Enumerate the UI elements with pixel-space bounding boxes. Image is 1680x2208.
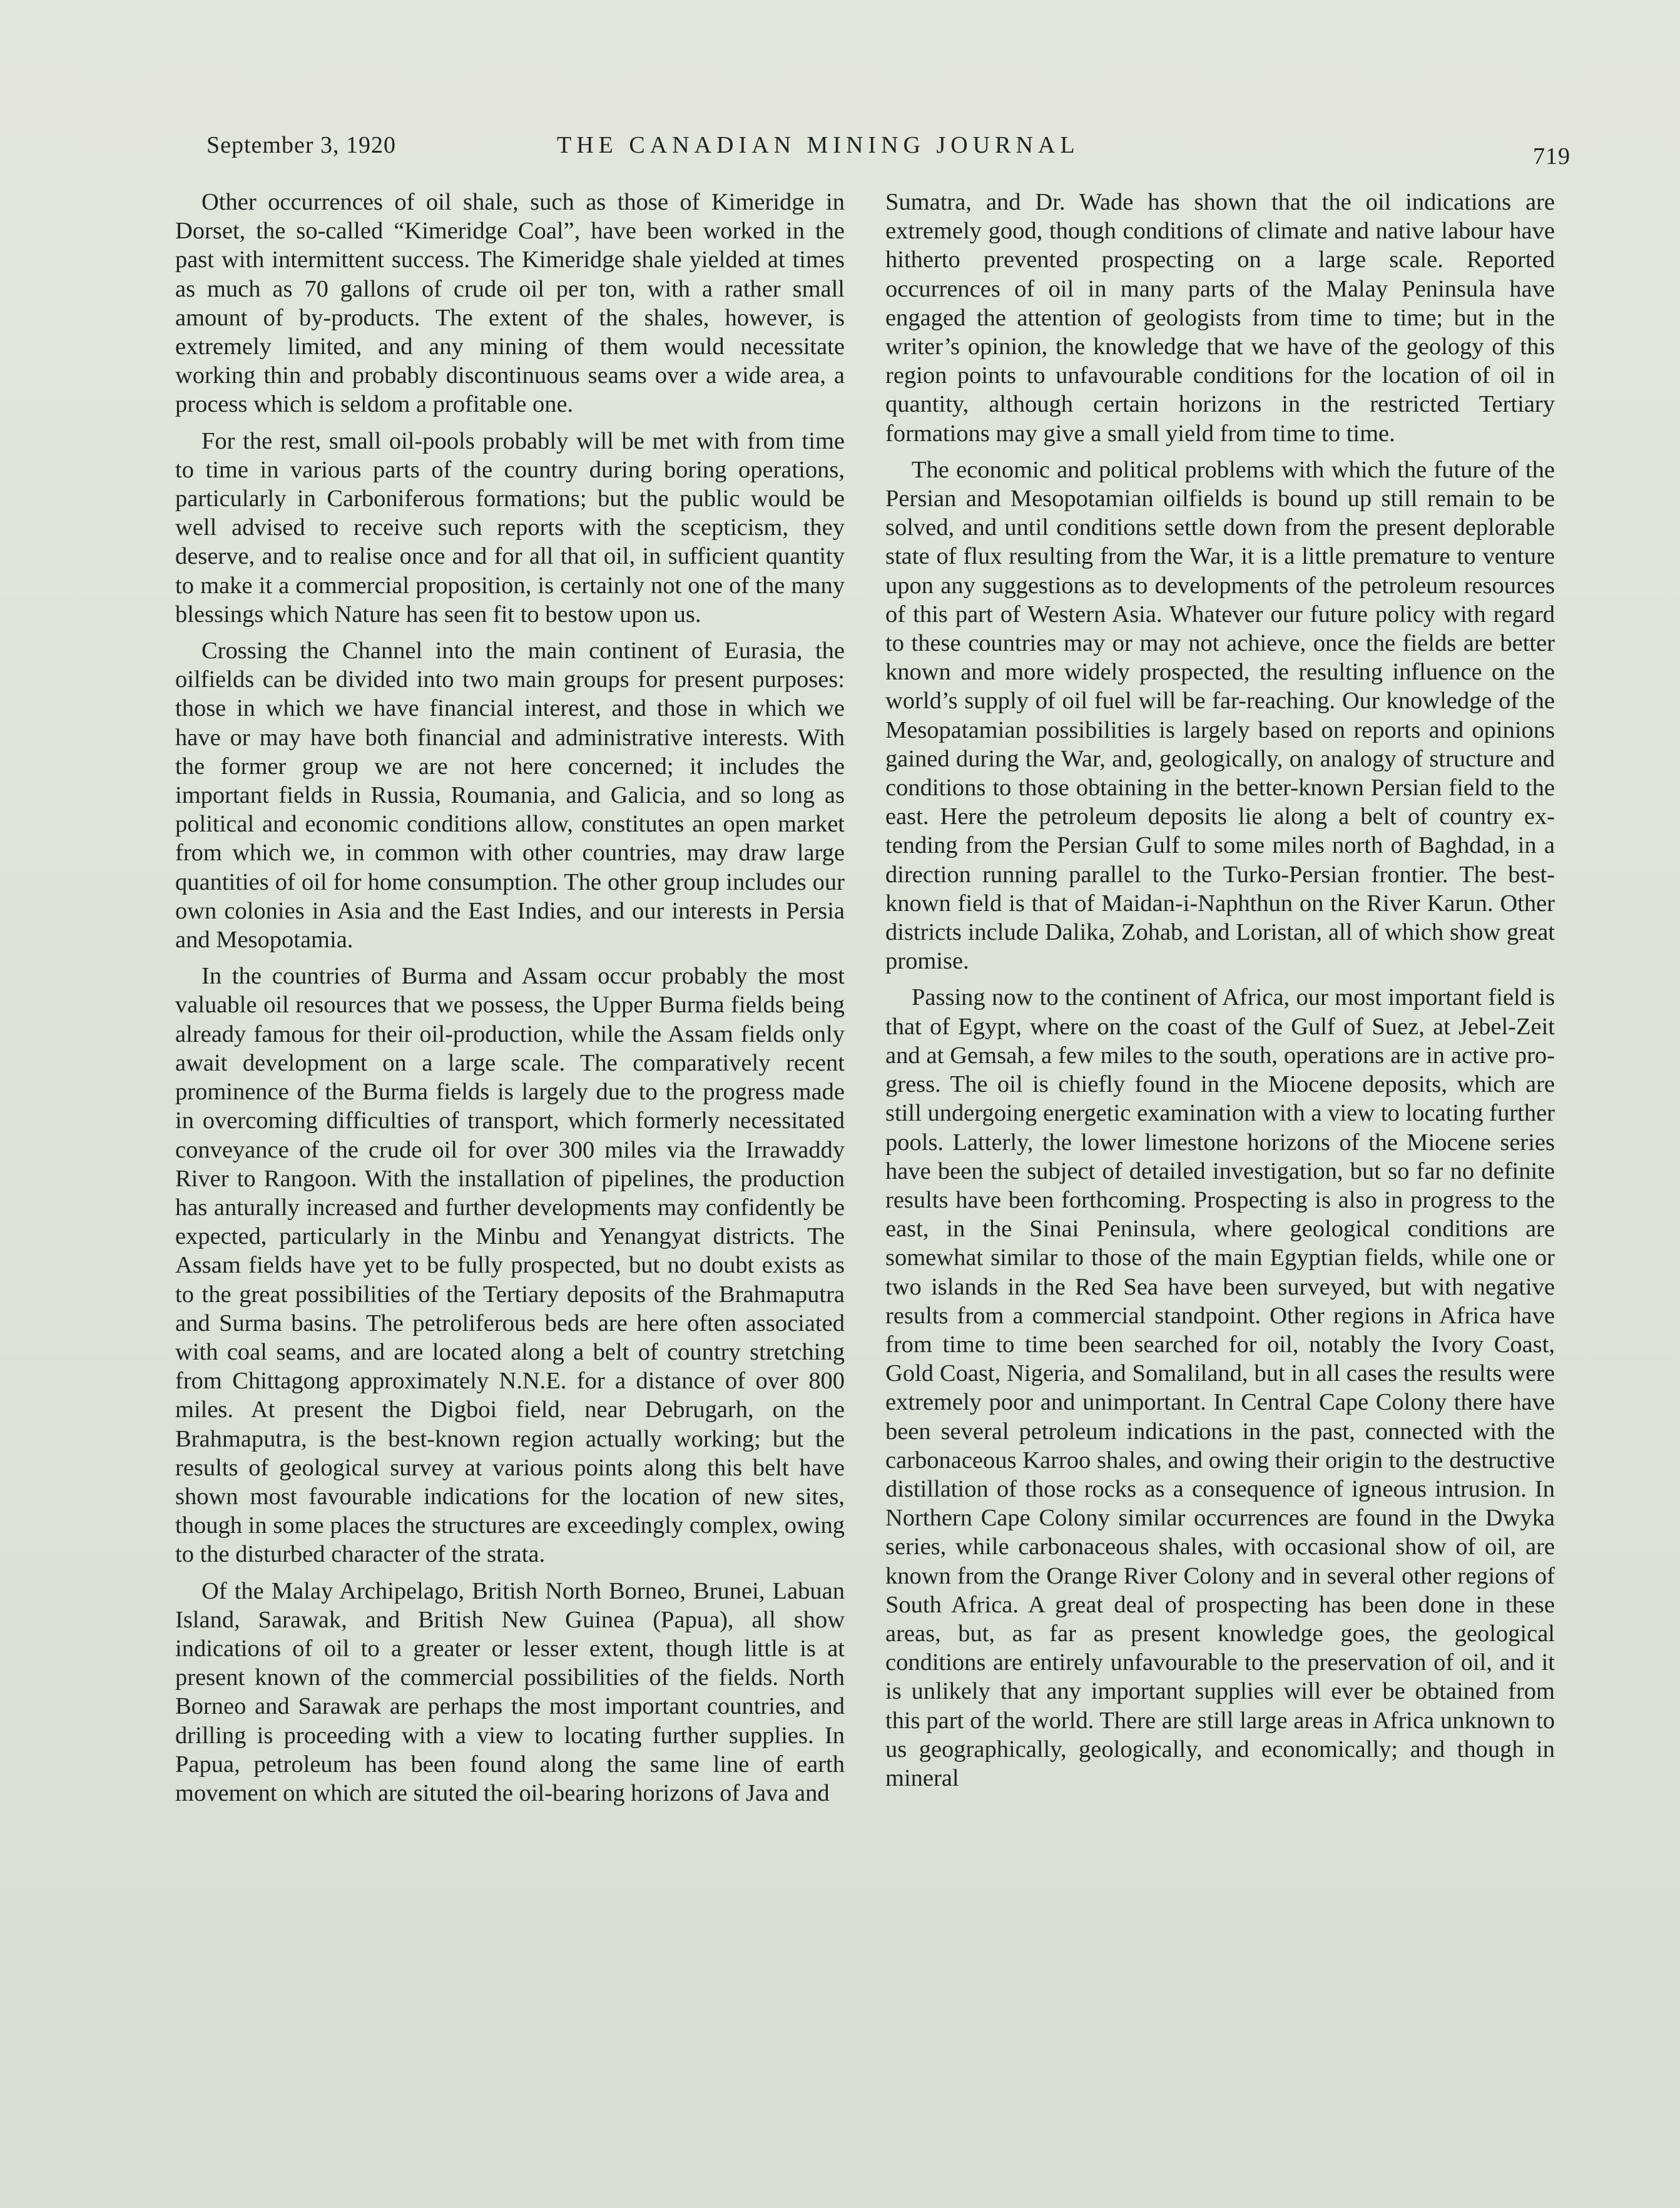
paragraph-burma-assam: In the countries of Burma and Assam occur probably the most valuable oil resources that we possess, the Upper Burma fields being already famous for their oil-production, while the Assam fields only await development on a large scale. The comparatively recent prominence of the Burma fields is largely due to the progress made in overcoming difficulties of transport, which formerly necessitated conveyance of the crude oil for over 300 miles via the Irrawaddy River to Rangoon. With the installation of pipelines, the production has anturally increased and further developments may confidently be expected, particularly in the Minbu and Yenangyat districts. The Assam fields have yet to be fully prospected, but no doubt exists as to the great possibilities of the Tertiary deposits of the Brahmaputra and Surma basins. The petroliferous beds are here often associated with coal seams, and are located along a belt of country stretching from Chittagong approximately N.N.E. for a distance of over 800 miles. At present the Digboi field, near Debrugarh, on the Brahmaputra, is the best-known region actually working; but the results of geological survey at various points along this belt have shown most favourable indications for the location of new sites, though in some places the structures are exceedingly complex, owing to the disturbed character of the strata. <box>175 963 845 1568</box>
issue-date: September 3, 1920 <box>206 132 397 158</box>
page-header <box>206 125 1571 175</box>
page-number: 719 <box>1533 143 1571 170</box>
paragraph-sumatra-continued: Sumatra, and Dr. Wade has shown that the oil indications are extremely good, though conditions of climate and native labour have hitherto prevented prospecting on a large scale. Reported occurrences of oil in many parts of the Malay Peninsula have engaged the attention of geologists from time to time; but in the writer’s opinion, the knowledge that we have of the geology of this region points to unfavourable conditions for the location of oil in quantity, although certain horizons in the restricted Tertiary formations may give a small yield from time to time. <box>885 189 1555 447</box>
paragraph-small-oil-pools: For the rest, small oil-pools probably will be met with from time to time in various parts of the country during boring operations, particularly in Carboniferous formations; but the public would be well advised to receive such reports with the scepticism, they deserve, and to realise once and for all that oil, in sufficient quantity to make it a commercial proposition, is certainly not one of the many blessings which Nature has seen fit to bestow upon us. <box>175 427 845 628</box>
paragraph-eurasia-oilfields: Crossing the Channel into the main continent of Eurasia, the oilfields can be divided into two main groups for present purposes: those in which we have financial interest, and those in which we have or may have both financial and administrative interests. With the former group we are not here concerned; it includes the important fields in Russia, Roumania, and Galicia, and so long as political and economic conditions allow, constitutes an open market from which we, in common with other countries, may draw large quantities of oil for home consumption. The other group includes our own colonies in Asia and the East Indies, and our interests in Persia and Mesopotamia. <box>175 638 845 954</box>
right-column <box>885 188 1555 1793</box>
paragraph-persia-mesopotamia: The economic and political problems with which the future of the Persian and Mesopotamian oilfields is bound up still remain to be solved, and until conditions settle down from the present deplorable state of flux resulting from the War, it is a little premature to venture upon any suggestions as to developments of the petroleum resources of this part of Western Asia. Whatever our future policy with regard to these countries may or may not achieve, once the fields are better known and more widely prospected, the resulting influence on the world’s supply of oil fuel will be far-reaching. Our knowledge of the Mesopatamian possibilities is largely based on reports and opinions gained during the War, and, geologically, on analogy of structure and conditions to those obtaining in the better-known Persian field to the east. Here the petroleum deposits lie along a belt of country extending from the Persian Gulf to some miles north of Baghdad, in a direction running parallel to the Turko-Persian frontier. The best-known field is that of Maidan-i-Naphthun on the River Karun. Other districts include Dalika, Zohab, and Loristan, all of which show great promise. <box>885 456 1555 975</box>
paragraph-kimeridge-shale: Other occurrences of oil shale, such as those of Kimeridge in Dorset, the so-called “Kimeridge Coal”, have been worked in the past with intermittent success. The Kimeridge shale yielded at times as much as 70 gallons of crude oil per ton, with a rather small amount of by-products. The extent of the shales, however, is extremely limited, and any mining of them would necessitate working thin and probably discontinuous seams over a wide area, a process which is seldom a profitable one. <box>175 189 845 418</box>
journal-title: THE CANADIAN MINING JOURNAL <box>557 132 1080 158</box>
paragraph-malay-archipelago: Of the Malay Archipelago, British North Borneo, Brunei, Labuan Island, Sarawak, and British New Guinea (Papua), all show indications of oil to a greater or lesser extent, though little is at present known of the commercial possibilities of the fields. North Borneo and Sarawak are perhaps the most important countries, and drilling is proceeding with a view to locating further supplies. In Papua, petroleum has been found along the same line of earth movement on which are situted the oil-bearing horizons of Java and <box>175 1577 845 1806</box>
paragraph-africa: Passing now to the continent of Africa, our most important field is that of Egypt, where on the coast of the Gulf of Suez, at Jebel-Zeit and at Gemsah, a few miles to the south, operations are in active progress. The oil is chiefly found in the Miocene deposits, which are still undergoing energetic examination with a view to locating further pools. Latterly, the lower limestone horizons of the Miocene series have been the subject of detailed investigation, but so far no definite results have been forthcoming. Prospecting is also in progress to the east, in the Sinai Peninsula, where geological conditions are somewhat similar to those of the main Egyptian fields, while one or two islands in the Red Sea have been surveyed, but with negative results from a commercial standpoint. Other regions in Africa have from time to time been searched for oil, notably the Ivory Coast, Gold Coast, Nigeria, and Somaliland, but in all cases the results were extremely poor and unimportant. In Central Cape Colony there have been several petroleum indications in the past, connected with the carbonaceous Karroo shales, and owing their origin to the destructive distillation of those rocks as a consequence of igneous intrusion. In Northern Cape Colony similar occurrences are found in the Dwyka series, while carbonaceous shales, with occasional show of oil, are known from the Orange River Colony and in several other regions of South Africa. A great deal of prospecting has been done in these areas, but, as far as present knowledge goes, the geological conditions are entirely unfavourable to the preservation of oil, and it is unlikely that any important supplies will ever be obtained from this part of the world. There are still large areas in Africa unknown to us geographically, geologically, and economically; and though in mineral <box>885 984 1555 1791</box>
left-column <box>175 188 845 1808</box>
